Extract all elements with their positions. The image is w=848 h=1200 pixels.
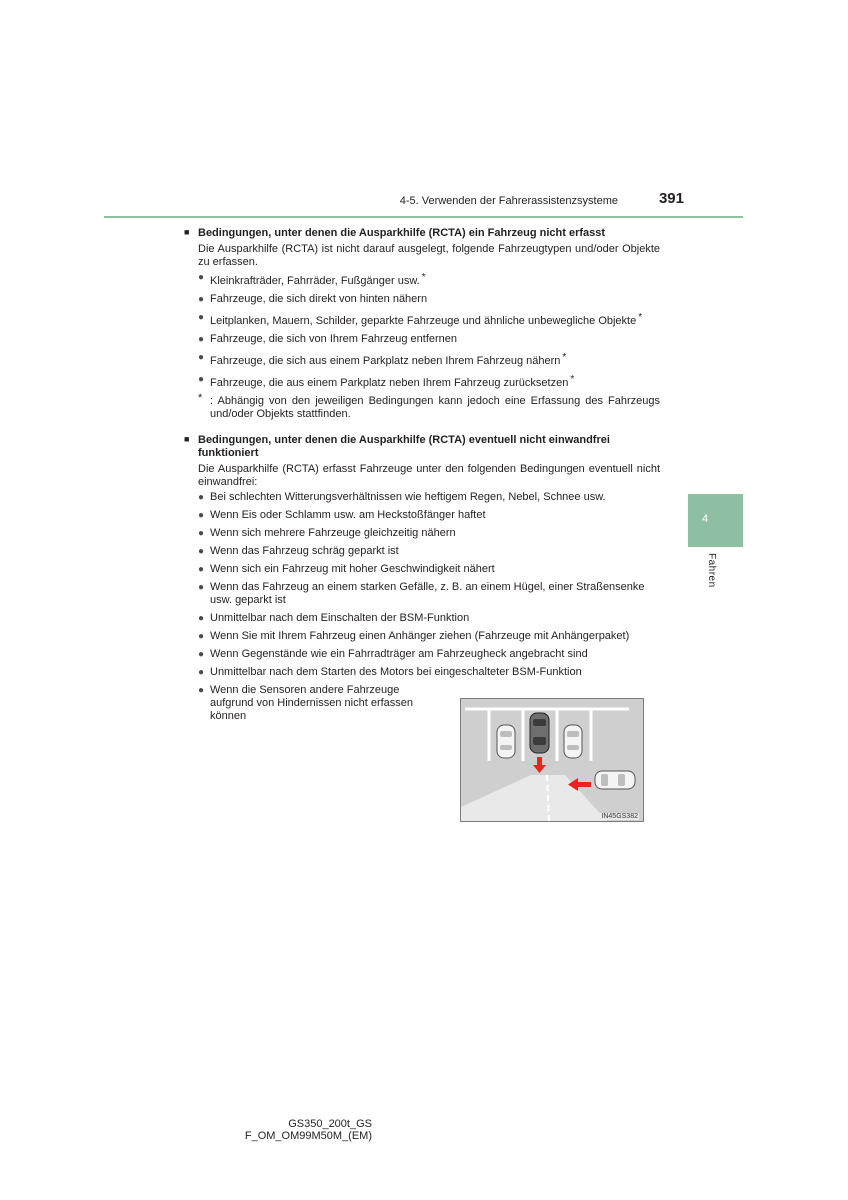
section2-list [184, 491, 660, 679]
footnote-text: : Abhängig von den jeweiligen Bedingungen kann jedoch eine Erfassung des Fahrzeugs und/oder Objekts stattfinden. [210, 395, 660, 420]
chapter-number: 4 [701, 513, 709, 525]
list-item: ● Wenn sich ein Fahrzeug mit hoher Geschwindigkeit nähert [198, 563, 495, 575]
footnote-mark: * [198, 392, 203, 404]
bullet-icon: ● [198, 546, 205, 557]
section1-intro: Die Ausparkhilfe (RCTA) ist nicht darauf ausgelegt, folgende Fahrzeugtypen und/oder Objekte zu erfassen. [198, 243, 660, 268]
page-number: 391 [658, 190, 684, 207]
parking-illustration [460, 698, 644, 822]
section1-title-text: Bedingungen, unter denen die Ausparkhilfe (RCTA) ein Fahrzeug nicht erfasst [198, 227, 606, 239]
bullet-icon: ● [198, 492, 205, 503]
bullet-icon: ● [198, 294, 205, 305]
list-item: ● Wenn sich mehrere Fahrzeuge gleichzeitig nähern [198, 527, 456, 539]
footnote-marker: * [421, 272, 426, 283]
own-vehicle-icon [530, 713, 549, 753]
list-item: ● Wenn Sie mit Ihrem Fahrzeug einen Anhänger ziehen (Fahrzeuge mit Anhängerpaket) [198, 630, 630, 642]
list-item: ● Fahrzeuge, die aus einem Parkplatz neben Ihrem Fahrzeug zurücksetzen * [198, 374, 575, 389]
section2-title-text: Bedingungen, unter denen die Ausparkhilfe (RCTA) eventuell nicht einwandfrei funktioniert [198, 434, 610, 459]
bullet-icon: ● [198, 649, 205, 660]
list-item: ● Wenn Gegenstände wie ein Fahrradträger am Fahrzeugheck angebracht sind [198, 648, 588, 660]
list-item: ● Wenn das Fahrzeug an einem starken Gefälle, z. B. an einem Hügel, einer Straßensenke usw. geparkt ist [198, 581, 645, 606]
list-item: ● Leitplanken, Mauern, Schilder, geparkte Fahrzeuge und ähnliche unbewegliche Objekte * [198, 312, 643, 327]
bullet-icon: ● [198, 334, 205, 345]
bullet-icon: ● [198, 685, 205, 696]
bullet-icon: ● [198, 528, 205, 539]
bullet-icon: ● [198, 374, 205, 385]
chapter-tab[interactable] [688, 494, 743, 547]
list-item: ● Fahrzeuge, die sich von Ihrem Fahrzeug entfernen [198, 333, 458, 345]
list-item: ● Wenn die Sensoren andere Fahrzeuge aufgrund von Hindernissen nicht erfassen können [198, 684, 414, 722]
running-header: 4-5. Verwenden der Fahrerassistenzsysteme [399, 195, 618, 207]
bullet-icon: ● [198, 613, 205, 624]
document-code: GS350_200t_GS F_OM_OM99M50M_(EM) [244, 1118, 372, 1142]
square-bullet-icon: ■ [184, 434, 190, 444]
footnote-marker: * [562, 352, 567, 363]
bullet-icon: ● [198, 312, 205, 323]
bullet-icon: ● [198, 564, 205, 575]
list-item: ● Wenn Eis oder Schlamm usw. am Heckstoßfänger haftet [198, 509, 486, 521]
bullet-icon: ● [198, 631, 205, 642]
bullet-icon: ● [198, 352, 205, 363]
parking-lot-diagram [461, 699, 643, 821]
header-divider [104, 216, 743, 218]
list-item: ● Fahrzeuge, die sich aus einem Parkplatz neben Ihrem Fahrzeug nähern * [198, 352, 567, 367]
list-item: ● Fahrzeuge, die sich direkt von hinten nähern [198, 293, 428, 305]
list-item: ● Kleinkrafträder, Fahrräder, Fußgänger usw. * [198, 272, 426, 287]
bullet-icon: ● [198, 510, 205, 521]
approaching-car-icon [595, 771, 635, 789]
section-title-malfunction [184, 433, 660, 460]
bullet-icon: ● [198, 667, 205, 678]
section1-list [184, 271, 660, 390]
footnote-marker: * [570, 374, 575, 385]
bullet-icon: ● [198, 272, 205, 283]
square-bullet-icon: ■ [184, 227, 190, 237]
section-title-not-detected [184, 226, 660, 240]
section2-intro: Die Ausparkhilfe (RCTA) erfasst Fahrzeuge unter den folgenden Bedingungen eventuell nicht einwandfrei: [198, 463, 660, 488]
list-item: ● Bei schlechten Witterungsverhältnissen wie heftigem Regen, Nebel, Schnee usw. [198, 491, 606, 503]
bullet-icon: ● [198, 582, 205, 593]
illustration-code: IN45GS382 [601, 813, 638, 820]
list-item: ● Unmittelbar nach dem Starten des Motors bei eingeschalteter BSM-Funktion [198, 666, 582, 678]
page-content [184, 224, 660, 744]
parked-car-right-icon [564, 725, 582, 758]
parked-car-left-icon [497, 725, 515, 758]
chapter-label: Fahren [706, 553, 717, 588]
footnote [198, 392, 660, 421]
footnote-marker: * [638, 312, 643, 323]
list-item: ● Wenn das Fahrzeug schräg geparkt ist [198, 545, 399, 557]
list-item: ● Unmittelbar nach dem Einschalten der BSM-Funktion [198, 612, 470, 624]
